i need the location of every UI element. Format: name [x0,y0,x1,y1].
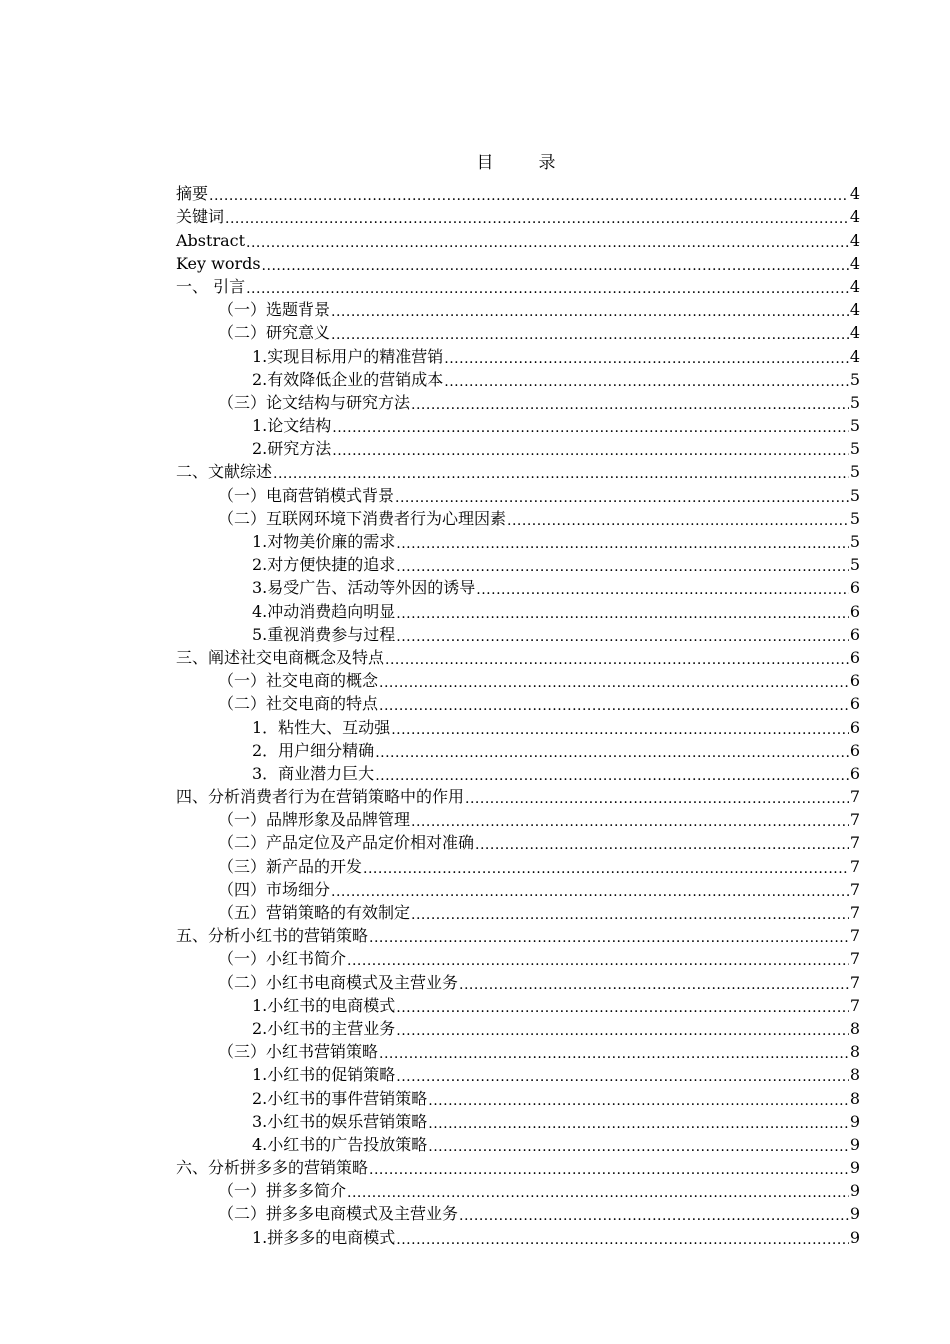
toc-entry[interactable] [176,529,860,552]
toc-entry-label: 2．用户细分精确 [252,740,375,760]
toc-entry[interactable] [176,320,860,343]
toc-dot-leader [476,582,849,598]
toc-entry-page-number: 7 [849,810,860,830]
toc-dot-leader [444,351,849,367]
toc-entry-page-number: 4 [849,230,860,250]
toc-dot-leader [363,861,849,877]
toc-entry-page-number: 8 [849,1088,860,1108]
toc-entry-label: 3.易受广告、活动等外因的诱导 [252,578,476,598]
toc-entry[interactable] [176,691,860,714]
toc-entry-page-number: 4 [849,276,860,296]
toc-entry[interactable] [176,367,860,390]
table-of-contents [176,181,860,1248]
toc-entry-label: （二）互联网环境下消费者行为心理因素 [218,508,507,528]
toc-entry[interactable] [176,482,860,505]
toc-entry[interactable] [176,204,860,227]
toc-entry-page-number: 8 [849,1065,860,1085]
toc-dot-leader [332,443,849,459]
toc-entry-page-number: 7 [849,972,860,992]
toc-entry[interactable] [176,1178,860,1201]
toc-entry-page-number: 5 [849,416,860,436]
toc-entry-page-number: 9 [849,1181,860,1201]
toc-dot-leader [411,907,849,923]
toc-dot-leader [396,1023,849,1039]
toc-dot-leader [246,235,849,251]
toc-entry-label: 4.小红书的广告投放策略 [252,1134,428,1154]
toc-entry[interactable] [176,1039,860,1062]
toc-entry[interactable] [176,1109,860,1132]
toc-entry[interactable] [176,1224,860,1247]
toc-entry-label: （一）社交电商的概念 [218,671,379,691]
toc-entry[interactable] [176,969,860,992]
toc-entry-page-number: 4 [849,253,860,273]
toc-entry-page-number: 6 [849,717,860,737]
toc-entry[interactable] [176,227,860,250]
toc-entry-page-number: 8 [849,1042,860,1062]
toc-dot-leader [396,1232,849,1248]
toc-entry[interactable] [176,761,860,784]
toc-dot-leader [332,420,849,436]
toc-dot-leader [347,1185,849,1201]
toc-entry-page-number: 4 [849,184,860,204]
toc-entry-page-number: 8 [849,1018,860,1038]
toc-entry-label: 1.实现目标用户的精准营销 [252,346,444,366]
toc-entry-page-number: 6 [849,671,860,691]
toc-entry[interactable] [176,1201,860,1224]
toc-entry[interactable] [176,714,860,737]
toc-entry-page-number: 4 [849,323,860,343]
toc-dot-leader [385,652,849,668]
toc-entry-label: Abstract [176,230,246,250]
toc-entry-label: （二）社交电商的特点 [218,694,379,714]
toc-entry-page-number: 7 [849,949,860,969]
toc-dot-leader [396,1069,849,1085]
toc-entry-label: 2.有效降低企业的营销成本 [252,369,444,389]
toc-dot-leader [396,536,849,552]
toc-entry-page-number: 7 [849,903,860,922]
toc-entry[interactable] [176,853,860,876]
toc-entry-page-number: 5 [849,508,860,528]
toc-entry-page-number: 9 [849,1158,860,1178]
toc-entry-label: （三）论文结构与研究方法 [218,392,411,412]
toc-dot-leader [411,397,849,413]
toc-entry[interactable] [176,413,860,436]
toc-dot-leader [444,374,849,390]
toc-entry-page-number: 4 [849,346,860,366]
toc-entry-page-number: 6 [849,763,860,783]
toc-entry-page-number: 5 [849,555,860,575]
toc-entry-page-number: 5 [849,439,860,459]
toc-entry[interactable] [176,552,860,575]
toc-entry-page-number: 6 [849,601,860,621]
toc-dot-leader [475,837,849,853]
toc-entry[interactable] [176,1132,860,1155]
toc-entry-label: 五、分析小红书的营销策略 [176,926,369,946]
toc-entry-label: （一）选题背景 [218,300,331,320]
toc-dot-leader [507,513,849,529]
toc-entry-label: （一）品牌形象及品牌管理 [218,810,411,830]
toc-dot-leader [465,791,849,807]
toc-entry-label: 二、文献综述 [176,462,273,482]
toc-entry[interactable] [176,1016,860,1039]
toc-dot-leader [331,304,849,320]
toc-entry[interactable] [176,575,860,598]
toc-entry-page-number: 5 [849,485,860,505]
toc-entry[interactable] [176,459,860,482]
toc-entry-page-number: 7 [849,787,860,807]
toc-dot-leader [395,490,849,506]
toc-entry-label: 3.小红书的娱乐营销策略 [252,1111,428,1131]
toc-entry[interactable] [176,946,860,969]
toc-entry[interactable] [176,1155,860,1178]
toc-entry-label: 摘要 [176,184,209,204]
toc-dot-leader [369,930,849,946]
toc-dot-leader [262,258,849,274]
toc-dot-leader [273,466,849,482]
toc-entry[interactable] [176,297,860,320]
toc-entry-page-number: 9 [849,1134,860,1154]
toc-dot-leader [379,1046,849,1062]
toc-dot-leader [379,675,849,691]
toc-entry-label: 三、阐述社交电商概念及特点 [176,647,385,667]
toc-entry-page-number: 7 [849,995,860,1015]
toc-entry-label: （四）市场细分 [218,879,331,899]
toc-entry-page-number: 6 [849,647,860,667]
toc-entry-label: （一）小红书简介 [218,949,347,969]
toc-entry[interactable] [176,598,860,621]
toc-entry-label: （二）拼多多电商模式及主营业务 [218,1204,459,1224]
toc-entry-label: （五）营销策略的有效制定 [218,903,411,922]
toc-entry-label: （一）电商营销模式背景 [218,485,395,505]
toc-entry[interactable] [176,274,860,297]
toc-entry-label: （二）产品定位及产品定价相对准确 [218,833,475,853]
toc-entry-label: 1.小红书的电商模式 [252,995,396,1015]
toc-entry-page-number: 7 [849,856,860,876]
toc-entry-label: 2.研究方法 [252,439,332,459]
toc-dot-leader [396,606,849,622]
toc-entry[interactable] [176,343,860,366]
toc-entry-page-number: 5 [849,392,860,412]
toc-entry[interactable] [176,390,860,413]
toc-entry-page-number: 9 [849,1227,860,1247]
toc-entry-page-number: 6 [849,578,860,598]
toc-entry[interactable] [176,784,860,807]
toc-entry-label: 一、 引言 [176,276,246,296]
toc-entry-page-number: 6 [849,694,860,714]
toc-dot-leader [331,884,849,900]
toc-title: 目 录 [476,153,570,173]
toc-entry[interactable] [176,877,860,900]
toc-entry[interactable] [176,251,860,274]
toc-entry-page-number: 7 [849,879,860,899]
toc-dot-leader [347,953,849,969]
toc-entry-label: 1.对物美价廉的需求 [252,532,396,551]
toc-entry-label: 1.小红书的促销策略 [252,1065,396,1085]
toc-entry-page-number: 7 [849,926,860,946]
toc-entry-page-number: 9 [849,1204,860,1224]
toc-entry-page-number: 5 [849,532,860,551]
toc-entry-page-number: 5 [849,369,860,389]
toc-dot-leader [428,1093,849,1109]
toc-entry-page-number: 7 [849,833,860,853]
toc-entry[interactable] [176,181,860,204]
toc-entry[interactable] [176,668,860,691]
toc-entry-label: （一）拼多多简介 [218,1181,347,1201]
toc-dot-leader [246,281,849,297]
toc-entry-label: 2.小红书的主营业务 [252,1018,396,1038]
toc-dot-leader [411,814,849,830]
toc-dot-leader [225,211,849,227]
toc-entry-label: 六、分析拼多多的营销策略 [176,1158,369,1178]
toc-entry[interactable] [176,1085,860,1108]
toc-dot-leader [369,1162,849,1178]
toc-dot-leader [391,722,849,738]
toc-entry-label: 关键词 [176,207,225,227]
toc-dot-leader [331,327,849,343]
toc-entry[interactable] [176,900,860,923]
toc-entry-page-number: 4 [849,207,860,227]
toc-entry-label: Key words [176,253,261,273]
toc-dot-leader [209,188,849,204]
toc-entry-label: （二）研究意义 [218,323,331,343]
toc-entry-page-number: 5 [849,462,860,482]
toc-dot-leader [396,559,849,575]
toc-dot-leader [379,698,849,714]
toc-entry-page-number: 6 [849,624,860,644]
toc-entry[interactable] [176,807,860,830]
toc-entry-label: 4.冲动消费趋向明显 [252,601,396,621]
toc-entry[interactable] [176,993,860,1016]
toc-entry-page-number: 6 [849,740,860,760]
toc-entry-label: 2.对方便快捷的追求 [252,555,396,575]
toc-entry-page-number: 9 [849,1111,860,1131]
toc-dot-leader [428,1116,849,1132]
toc-entry[interactable] [176,622,860,645]
toc-entry[interactable] [176,830,860,853]
toc-entry-label: 2.小红书的事件营销策略 [252,1088,428,1108]
toc-entry[interactable] [176,738,860,761]
toc-dot-leader [459,1208,849,1224]
toc-dot-leader [396,1000,849,1016]
toc-dot-leader [375,745,849,761]
toc-entry-label: 1.论文结构 [252,416,332,436]
toc-entry-label: （三）新产品的开发 [218,856,363,876]
toc-entry[interactable] [176,1062,860,1085]
toc-entry-page-number: 4 [849,300,860,320]
toc-dot-leader [396,629,849,645]
toc-dot-leader [428,1139,849,1155]
toc-entry-label: 1．粘性大、互动强 [252,717,391,737]
toc-entry-label: 1.拼多多的电商模式 [252,1227,396,1247]
toc-entry-label: 5.重视消费参与过程 [252,624,396,644]
toc-dot-leader [459,977,849,993]
toc-dot-leader [375,768,849,784]
toc-entry-label: （三）小红书营销策略 [218,1042,379,1062]
toc-entry-label: （二）小红书电商模式及主营业务 [218,972,459,992]
toc-entry-label: 四、分析消费者行为在营销策略中的作用 [176,787,465,807]
toc-entry[interactable] [176,645,860,668]
toc-entry[interactable] [176,436,860,459]
toc-entry[interactable] [176,923,860,946]
toc-entry[interactable] [176,506,860,529]
toc-entry-label: 3．商业潜力巨大 [252,763,375,783]
